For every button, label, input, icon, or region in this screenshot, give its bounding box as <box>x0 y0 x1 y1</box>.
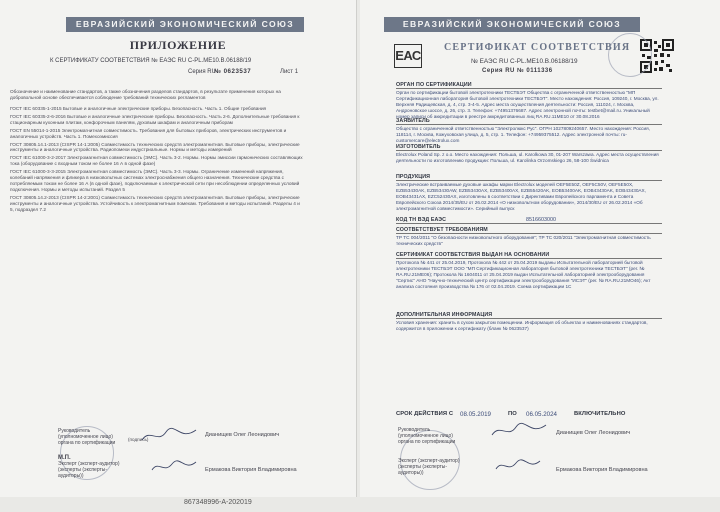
hologram-seal <box>608 33 652 77</box>
footer-code: 867348996-A-202019 <box>184 499 252 506</box>
seal-note: М.П. <box>58 455 71 461</box>
union-header-bar: ЕВРАЗИЙСКИЙ ЭКОНОМИЧЕСКИЙ СОЮЗ <box>384 17 640 32</box>
certificate-title: СЕРТИФИКАТ СООТВЕТСТВИЯ <box>444 42 631 53</box>
head-label: Руководитель (уполномоченное лицо) органа по сертификации <box>58 428 116 446</box>
section-rule <box>396 124 662 125</box>
section-text: Орган по сертификации бытовой электротехники ТЕСТБЭТ Общества с ограниченной ответственностью "МП Сертификационная лаборатория бытовой электротехники ТЕСТБЭТ". Место нахождения: Россия, 109240, г. Москва, ул. Верхняя Радищевская, д. 4, стр. 3-4-5. Адрес места осуществления деятельности: Россия, 111024, г. Москва, Андроновское шоссе, д. 26, стр. 3. Телефон: +74951376687. Адрес электронной почты: testbet@mail.ru. Уникальный номер записи об аккредитации в реестре аккредитованных лиц RA.RU.11ME10 от 30.08.2016 <box>396 90 659 119</box>
section-label: ИЗГОТОВИТЕЛЬ <box>396 144 441 150</box>
section-rule <box>396 88 662 89</box>
intro-text: Обозначение и наименование стандартов, а также обозначения разделов стандартов, в результате применения которых на добровольной основе обеспечивается соблюдение требований технических регламентов <box>10 89 281 100</box>
certificate-section <box>396 144 662 164</box>
section-label: КОД ТН ВЭД ЕАЭС <box>396 217 447 223</box>
standard-entry: ГОСТ 30805.14.2-2013 (CISPR 14-2:2001) Совместимость технических средств электромагнитная. Бытовые приборы, электрические инструменты и аналогичные устройства. Устойчивость к электромагнитным помехам. Требования и методы испытаний. Разделы 4 и 5, подраздел 7.2 <box>10 194 300 212</box>
standard-entry: ГОСТ IEC 61000-3-3-2015 Электромагнитная совместимость (ЭМС). Часть 3-3. Нормы. Ограничение изменений напряжения, колебаний напряжения и фликера в низковольтных системах электроснабжения общего назначения. Технические средства с потребляемым током не более 16 А (в одной фазе), подключаемые к электрической сети при несоблюдении определенных условий подключения. Нормы и методы испытаний. Раздел 5 <box>10 169 300 192</box>
section-label: СООТВЕТСТВУЕТ ТРЕБОВАНИЯМ <box>396 227 488 233</box>
section-text: Общество с ограниченной ответственностью "Электролюкс Рус". ОГРН 1027809240657. Место нахождения: Россия, 118114, г. Москва, Кожуховская улица, д. 5, стр. 1. Телефон: +74959375512. Адрес электронной почты: ru-customercare@electrolux.com <box>396 126 650 143</box>
standards-list <box>10 106 304 215</box>
section-label: ПРОДУКЦИЯ <box>396 174 431 180</box>
section-text: Электрические встраиваемые духовые шкафы марки Electrolux моделей OEF5E50Z, OEF5C50V, OEF5E50X, EZB53430AK, EZB53430AW, EZB53430AX, EZB53400AX, EZB55420AK, EOB53400AK, EOB43430AK, EOB43430AX, EOB43431AX, EZC52430AX, изготовлены в соответствии с Директивами Европейского парламента и Совета Европейского Союза 2014/35/EU от 26.02.2014 «О низковольтном оборудовании», 2014/30/EU от 26.02.2014 «Об электромагнитной совместимости». Серийный выпуск <box>396 182 646 211</box>
standard-entry: ГОСТ IEC 61000-3-2-2017 Электромагнитная совместимость (ЭМС). Часть 3-2. Нормы. Нормы эмиссии гармонических составляющих тока (оборудование с входным током не более 16 А в одной фазе) <box>10 155 303 167</box>
certificate-section <box>396 227 662 247</box>
union-header-bar: ЕВРАЗИЙСКИЙ ЭКОНОМИЧЕСКИЙ СОЮЗ <box>66 17 304 32</box>
certificate-number: № ЕАЭС RU C-PL.ME10.B.06188/19 <box>471 58 578 65</box>
section-label: СЕРТИФИКАТ СООТВЕТСТВИЯ ВЫДАН НА ОСНОВАНИИ <box>396 252 550 258</box>
certificate-section <box>396 174 662 212</box>
certificate-section <box>396 312 662 332</box>
appendix-subtitle: К СЕРТИФИКАТУ СООТВЕТСТВИЯ № ЕАЭС RU C-PL.ME10.B.06188/19 <box>50 58 252 64</box>
sheet-number: Лист 1 <box>280 69 299 75</box>
section-label: ДОПОЛНИТЕЛЬНАЯ ИНФОРМАЦИЯ <box>396 312 493 318</box>
expert-label: Эксперт (эксперт-аудитор) (эксперты (эксперты-аудиторы)) <box>398 458 460 476</box>
head-label: Руководитель (уполномоченное лицо) органа по сертификации <box>398 427 456 445</box>
certificate-section <box>396 118 662 144</box>
section-rule <box>396 180 662 181</box>
section-rule <box>396 150 662 151</box>
expert-signature-icon <box>150 458 200 476</box>
section-text: ТР ТС 004/2011 "О безопасности низковольтного оборудования"; ТР ТС 020/2011 "Электромагнитная совместимость технических средств" <box>396 235 651 246</box>
head-name: Дианищев Олег Леонидович <box>205 432 280 438</box>
head-name: Дианищев Олег Леонидович <box>556 430 631 436</box>
series-label: Серия RU <box>188 69 216 75</box>
certificate-section <box>396 82 662 120</box>
section-label: ЗАЯВИТЕЛЬ <box>396 118 430 124</box>
standard-entry: ГОСТ 30805.14.1-2013 (CISPR 14-1:2005) Совместимость технических средств электромагнитная. Бытовые приборы, электрические инструменты и аналогичные устройства. Радиопомехи индустриальные. Нормы и методы измерений <box>10 141 300 153</box>
section-text: Electrolux Poland Sp. z o.o. Место нахождения: Польша, ul. Karolkowa 30, 01-207 Warszawa. Адрес места осуществления деятельности по изготовлению продукции: Польша, ul. Karolinka Orzomskiego 26, 58-100 Świdnica <box>396 152 659 163</box>
section-rule <box>396 318 662 319</box>
signature-note: (подпись) <box>128 437 149 442</box>
expert-name: Ермакова Виктория Владимировна <box>205 467 297 473</box>
standard-entry: ГОСТ IEC 60335-2-6-2016 Бытовые и аналогичные электрические приборы. Безопасность. Часть 2-6. Дополнительные требования к стационарным кухонным плитам, конфорочным панелям, духовым шкафам и аналогичным приборам <box>10 113 300 125</box>
appendix-title: ПРИЛОЖЕНИЕ <box>129 38 227 52</box>
certificate-section <box>396 217 662 224</box>
section-label: ОРГАН ПО СЕРТИФИКАЦИИ <box>396 82 472 88</box>
section-text: Протокола № 441 от 25.04.2019, Протокола № 442 от 25.04.2019 выданы Испытательной лабораторией бытовой электротехники ТЕСТБЭТ ООО "МП Сертификационная лаборатория бытовой электротехники ТЕСТБЭТ" (рег. № RA.RU.21ME06); Протокола № 1604011 от 25.04.2019 выдан Испытательной лабораторией электрооборудования "Сертис" АНО "Научно-технический центр сертификации электрооборудования "ИСЭТ" (рег. № RA.RU.21МО46); Акт анализа состояния производства № 176 от 02.04.2019. Схема сертификации 1С <box>396 260 651 289</box>
valid-to: 06.05.2024 <box>526 411 557 418</box>
standard-entry: ГОСТ EN 55014-1-2015 Электромагнитная совместимость. Требования для бытовых приборов, электрических инструментов и аналогичных устройств. Часть 1. Помехоэмиссия <box>10 127 287 139</box>
validity-label: СРОК ДЕЙСТВИЯ С <box>396 411 454 417</box>
series-number: № 0623537 <box>214 68 252 75</box>
head-signature-icon <box>490 419 550 441</box>
expert-label: Эксперт (эксперт-аудитор) (эксперты (эксперты-аудиторы)) <box>58 461 120 479</box>
expert-signature-icon <box>494 457 544 475</box>
appendix-page <box>0 0 357 497</box>
section-rule <box>396 258 662 259</box>
section-text: Условия хранения: хранить в сухом закрытом помещении. Информация об объектах и наименованиях стандартов, содержится в приложении к сертификату (бланк № 0623537) <box>396 320 648 331</box>
validity-to-label: ПО <box>508 411 517 417</box>
validity-note: ВКЛЮЧИТЕЛЬНО <box>574 411 626 417</box>
section-rule <box>396 223 662 224</box>
expert-name: Ермакова Виктория Владимировна <box>556 467 648 473</box>
certificate-section <box>396 252 662 290</box>
certificate-series: Серия RU № 0111336 <box>482 68 553 74</box>
eac-mark-icon: ЕАС <box>394 44 422 68</box>
section-text: 8516603000 <box>526 217 556 223</box>
certificate-page <box>360 0 720 497</box>
valid-from: 08.05.2019 <box>460 411 491 418</box>
head-signature-icon <box>140 424 200 446</box>
section-rule <box>396 233 662 234</box>
standard-entry: ГОСТ IEC 60335-1-2015 Бытовые и аналогичные электрические приборы. Безопасность. Часть 1. Общие требования <box>10 106 267 111</box>
